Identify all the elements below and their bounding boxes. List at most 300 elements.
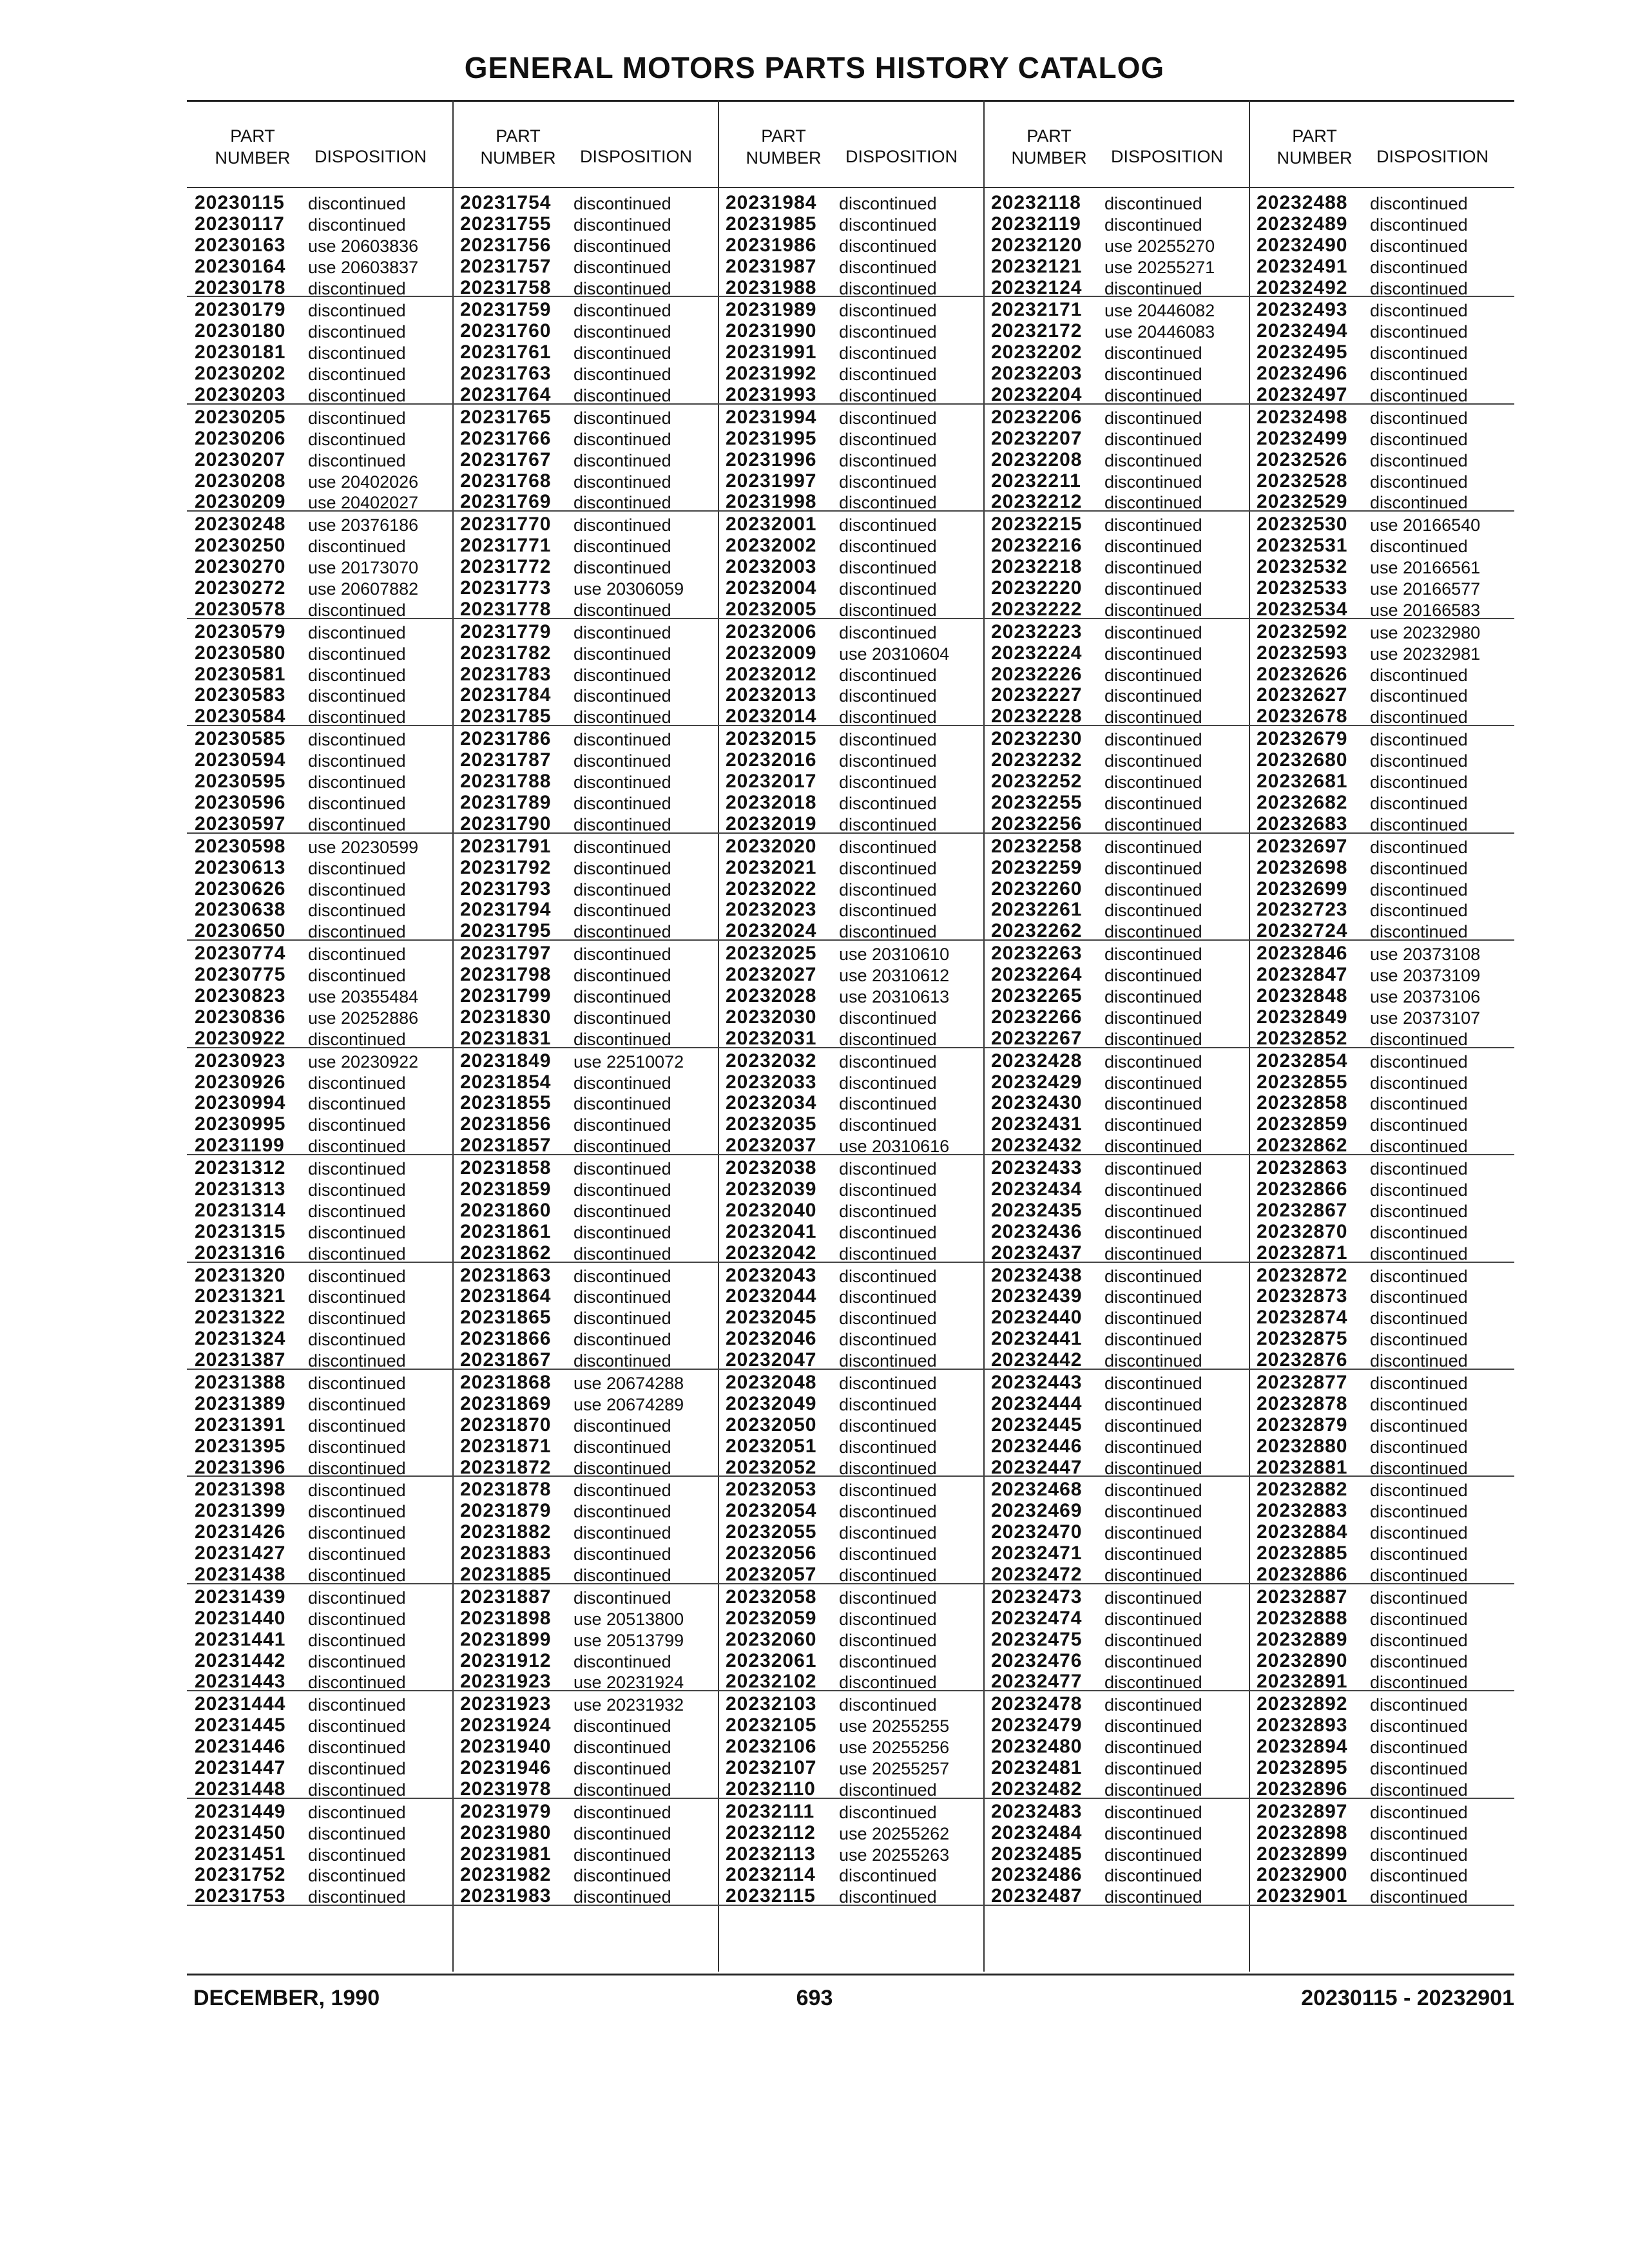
table-row bbox=[718, 405, 983, 426]
table-row bbox=[187, 233, 452, 254]
table-row bbox=[718, 662, 983, 683]
table-row bbox=[983, 1455, 1249, 1477]
part-number: 20232882 bbox=[1257, 1479, 1348, 1501]
table-row bbox=[1249, 790, 1514, 811]
part-number: 20231793 bbox=[460, 878, 552, 899]
table-row bbox=[718, 1648, 983, 1669]
table-row bbox=[187, 704, 452, 726]
table-row bbox=[718, 1776, 983, 1799]
table-row bbox=[983, 1070, 1249, 1091]
part-number: 20232050 bbox=[726, 1414, 817, 1436]
part-number: 20232900 bbox=[1257, 1864, 1348, 1886]
table-row bbox=[187, 254, 452, 275]
part-number: 20232482 bbox=[991, 1778, 1083, 1800]
part-number: 20232627 bbox=[1257, 684, 1348, 706]
table-row bbox=[1249, 1883, 1514, 1906]
table-row bbox=[1249, 918, 1514, 941]
disposition: discontinued bbox=[1370, 1544, 1468, 1564]
table-row bbox=[187, 1541, 452, 1562]
part-number: 20232032 bbox=[726, 1050, 817, 1072]
table-row bbox=[452, 1326, 718, 1350]
table-row bbox=[983, 1498, 1249, 1522]
part-number: 20231799 bbox=[460, 985, 552, 1006]
table-row bbox=[718, 211, 983, 233]
table-row bbox=[718, 1691, 983, 1713]
disposition: discontinued bbox=[839, 558, 937, 578]
disposition: discontinued bbox=[1370, 1094, 1468, 1114]
parts-column-4 bbox=[983, 190, 1249, 1906]
disposition: discontinued bbox=[308, 386, 406, 406]
disposition: discontinued bbox=[1104, 858, 1202, 878]
part-number: 20232227 bbox=[991, 684, 1083, 706]
part-number: 20232847 bbox=[1257, 964, 1348, 986]
table-row bbox=[983, 1627, 1249, 1648]
disposition: discontinued bbox=[1370, 1052, 1468, 1072]
disposition: discontinued bbox=[1104, 1866, 1202, 1886]
part-number: 20232428 bbox=[991, 1050, 1083, 1072]
part-number: 20232489 bbox=[1257, 213, 1348, 235]
disposition: discontinued bbox=[574, 429, 671, 449]
part-number: 20232481 bbox=[991, 1757, 1083, 1779]
table-row bbox=[1249, 1841, 1514, 1863]
table-row bbox=[187, 554, 452, 578]
part-number: 20231441 bbox=[195, 1628, 286, 1650]
part-number: 20232264 bbox=[991, 964, 1083, 986]
disposition: discontinued bbox=[839, 1373, 937, 1393]
part-number: 20232258 bbox=[991, 835, 1083, 857]
part-number: 20231449 bbox=[195, 1800, 286, 1822]
disposition: discontinued bbox=[574, 472, 671, 492]
disposition: discontinued bbox=[1104, 686, 1202, 706]
disposition: discontinued bbox=[1104, 1287, 1202, 1307]
disposition: discontinued bbox=[839, 879, 937, 899]
table-row bbox=[1249, 318, 1514, 340]
part-number: 20231446 bbox=[195, 1736, 286, 1758]
part-number: 20232060 bbox=[726, 1628, 817, 1650]
table-row bbox=[718, 855, 983, 876]
disposition: discontinued bbox=[574, 814, 671, 834]
parts-column-1 bbox=[187, 190, 452, 1906]
part-number: 20232490 bbox=[1257, 234, 1348, 256]
disposition: discontinued bbox=[1370, 1180, 1468, 1200]
table-row bbox=[1249, 405, 1514, 426]
table-row bbox=[1249, 340, 1514, 361]
table-row bbox=[187, 575, 452, 597]
disposition: discontinued bbox=[839, 1780, 937, 1800]
table-row bbox=[718, 1111, 983, 1133]
disposition: discontinued bbox=[1370, 537, 1468, 557]
disposition: discontinued bbox=[574, 1802, 671, 1822]
disposition: discontinued bbox=[1104, 1887, 1202, 1907]
disposition: discontinued bbox=[308, 1523, 406, 1543]
part-number: 20231763 bbox=[460, 363, 552, 385]
disposition: discontinued bbox=[1370, 793, 1468, 813]
disposition: discontinued bbox=[308, 600, 406, 620]
table-row bbox=[452, 1584, 718, 1606]
disposition: discontinued bbox=[1370, 1651, 1468, 1671]
table-row bbox=[452, 1219, 718, 1240]
disposition: discontinued bbox=[574, 1780, 671, 1800]
part-number: 20231984 bbox=[726, 192, 817, 213]
disposition: discontinued bbox=[1370, 1073, 1468, 1093]
table-row bbox=[187, 619, 452, 640]
part-number-header: PART NUMBER bbox=[215, 126, 291, 168]
disposition: discontinued bbox=[1370, 236, 1468, 256]
table-row bbox=[983, 640, 1249, 662]
table-row bbox=[1249, 1713, 1514, 1734]
part-number: 20231885 bbox=[460, 1564, 552, 1585]
disposition: discontinued bbox=[1104, 644, 1202, 664]
part-number: 20231321 bbox=[195, 1285, 286, 1307]
table-row bbox=[452, 1048, 718, 1070]
table-row bbox=[718, 575, 983, 597]
part-number: 20230179 bbox=[195, 299, 286, 321]
disposition: discontinued bbox=[1104, 966, 1202, 986]
disposition: discontinued bbox=[839, 901, 937, 921]
part-number: 20231313 bbox=[195, 1178, 286, 1200]
disposition: use 20310612 bbox=[839, 966, 950, 986]
part-number: 20231314 bbox=[195, 1199, 286, 1221]
table-row bbox=[983, 318, 1249, 340]
part-number: 20232474 bbox=[991, 1607, 1083, 1629]
part-number: 20232479 bbox=[991, 1715, 1083, 1736]
table-row bbox=[452, 1883, 718, 1906]
disposition: discontinued bbox=[574, 1287, 671, 1307]
disposition: discontinued bbox=[308, 1115, 406, 1135]
table-row bbox=[983, 447, 1249, 468]
disposition: discontinued bbox=[839, 215, 937, 235]
part-number: 20231797 bbox=[460, 943, 552, 965]
disposition: discontinued bbox=[1104, 793, 1202, 813]
disposition: use 20373107 bbox=[1370, 1008, 1481, 1028]
part-number: 20231991 bbox=[726, 341, 817, 363]
part-number: 20232265 bbox=[991, 985, 1083, 1006]
disposition: discontinued bbox=[1370, 1115, 1468, 1135]
part-number: 20232473 bbox=[991, 1586, 1083, 1608]
table-row bbox=[187, 1155, 452, 1177]
disposition-header: DISPOSITION bbox=[314, 147, 427, 166]
disposition: use 20166583 bbox=[1370, 600, 1481, 620]
table-row bbox=[187, 1026, 452, 1048]
part-number: 20232862 bbox=[1257, 1135, 1348, 1157]
part-number: 20232863 bbox=[1257, 1157, 1348, 1179]
table-row bbox=[718, 704, 983, 726]
disposition: discontinued bbox=[1370, 1802, 1468, 1822]
table-row bbox=[983, 1799, 1249, 1820]
table-row bbox=[187, 489, 452, 512]
part-number: 20232894 bbox=[1257, 1736, 1348, 1758]
table-row bbox=[452, 426, 718, 447]
table-row bbox=[452, 340, 718, 361]
part-number: 20232872 bbox=[1257, 1264, 1348, 1286]
disposition: discontinued bbox=[574, 1094, 671, 1114]
disposition: discontinued bbox=[839, 686, 937, 706]
part-number: 20230775 bbox=[195, 964, 286, 986]
table-row bbox=[1249, 897, 1514, 921]
table-row bbox=[187, 855, 452, 876]
table-row bbox=[983, 876, 1249, 898]
part-number: 20231755 bbox=[460, 213, 552, 235]
table-row bbox=[983, 211, 1249, 233]
disposition: discontinued bbox=[1370, 1416, 1468, 1436]
table-row bbox=[187, 1669, 452, 1691]
part-number: 20232002 bbox=[726, 535, 817, 557]
part-number: 20230581 bbox=[195, 663, 286, 685]
disposition: discontinued bbox=[574, 1437, 671, 1457]
part-number: 20232867 bbox=[1257, 1199, 1348, 1221]
table-row bbox=[452, 682, 718, 704]
disposition: discontinued bbox=[574, 1073, 671, 1093]
part-number: 20232483 bbox=[991, 1800, 1083, 1822]
disposition: discontinued bbox=[839, 1309, 937, 1329]
table-row bbox=[718, 233, 983, 254]
part-number: 20232171 bbox=[991, 299, 1083, 321]
part-number: 20232470 bbox=[991, 1521, 1083, 1543]
part-number: 20232114 bbox=[726, 1864, 816, 1886]
table-row bbox=[1249, 619, 1514, 640]
disposition: discontinued bbox=[308, 1588, 406, 1608]
table-row bbox=[983, 1648, 1249, 1669]
table-row bbox=[718, 1799, 983, 1820]
disposition: discontinued bbox=[1104, 1780, 1202, 1800]
part-number: 20232023 bbox=[726, 899, 817, 921]
table-row bbox=[718, 554, 983, 578]
table-row bbox=[187, 512, 452, 533]
part-number: 20230594 bbox=[195, 749, 286, 771]
disposition: discontinued bbox=[308, 966, 406, 986]
disposition: discontinued bbox=[839, 1673, 937, 1693]
table-row bbox=[187, 1111, 452, 1133]
disposition: discontinued bbox=[1370, 1287, 1468, 1307]
disposition: discontinued bbox=[1370, 408, 1468, 428]
part-number: 20232031 bbox=[726, 1027, 817, 1049]
disposition: discontinued bbox=[308, 1887, 406, 1907]
disposition: discontinued bbox=[839, 1866, 937, 1886]
part-number: 20231771 bbox=[460, 535, 552, 557]
part-number: 20231427 bbox=[195, 1542, 286, 1564]
table-row bbox=[983, 468, 1249, 490]
table-row bbox=[452, 1799, 718, 1820]
disposition: discontinued bbox=[1104, 879, 1202, 899]
part-number: 20232873 bbox=[1257, 1285, 1348, 1307]
part-number: 20231758 bbox=[460, 276, 552, 298]
disposition: use 20255257 bbox=[839, 1759, 950, 1779]
table-row bbox=[1249, 1776, 1514, 1799]
disposition: discontinued bbox=[574, 1738, 671, 1758]
disposition: discontinued bbox=[1370, 322, 1468, 342]
part-number: 20232049 bbox=[726, 1392, 817, 1414]
part-number: 20232681 bbox=[1257, 771, 1348, 793]
table-row bbox=[452, 1691, 718, 1713]
disposition: discontinued bbox=[839, 194, 937, 213]
table-row bbox=[452, 489, 718, 512]
disposition: discontinued bbox=[1104, 622, 1202, 642]
table-row bbox=[452, 1434, 718, 1455]
part-number: 20232492 bbox=[1257, 276, 1348, 298]
table-row bbox=[983, 1263, 1249, 1284]
disposition: discontinued bbox=[1104, 773, 1202, 793]
table-row bbox=[983, 1240, 1249, 1263]
table-row bbox=[1249, 1477, 1514, 1501]
part-number: 20232018 bbox=[726, 791, 817, 813]
part-number: 20231860 bbox=[460, 1199, 552, 1221]
part-number-header: PART NUMBER bbox=[1011, 126, 1087, 168]
part-number: 20231387 bbox=[195, 1349, 286, 1371]
disposition: discontinued bbox=[1104, 1351, 1202, 1371]
part-number: 20231795 bbox=[460, 920, 552, 942]
part-number: 20232025 bbox=[726, 943, 817, 965]
part-number: 20232208 bbox=[991, 448, 1083, 470]
table-row bbox=[1249, 1541, 1514, 1562]
footer-range: 20230115 - 20232901 bbox=[1301, 1986, 1514, 2010]
part-number: 20231788 bbox=[460, 771, 552, 793]
disposition: discontinued bbox=[1370, 1201, 1468, 1221]
part-number: 20232204 bbox=[991, 384, 1083, 406]
part-number: 20232432 bbox=[991, 1135, 1083, 1157]
disposition: discontinued bbox=[1104, 600, 1202, 620]
part-number: 20232436 bbox=[991, 1220, 1083, 1242]
table-row bbox=[187, 468, 452, 490]
disposition: discontinued bbox=[1370, 814, 1468, 834]
table-row bbox=[1249, 447, 1514, 468]
disposition: discontinued bbox=[1104, 1437, 1202, 1457]
table-row bbox=[983, 1841, 1249, 1863]
part-number: 20230248 bbox=[195, 514, 286, 535]
disposition: discontinued bbox=[1370, 1759, 1468, 1779]
disposition: discontinued bbox=[574, 1159, 671, 1179]
table-row bbox=[1249, 1606, 1514, 1627]
part-number: 20231396 bbox=[195, 1456, 286, 1478]
part-number: 20231867 bbox=[460, 1349, 552, 1371]
disposition: discontinued bbox=[1370, 1458, 1468, 1478]
part-number: 20231315 bbox=[195, 1220, 286, 1242]
table-row bbox=[187, 361, 452, 385]
part-number: 20231997 bbox=[726, 470, 817, 492]
part-number: 20231856 bbox=[460, 1113, 552, 1135]
part-number: 20231859 bbox=[460, 1178, 552, 1200]
table-row bbox=[452, 1755, 718, 1779]
part-number: 20232048 bbox=[726, 1371, 817, 1393]
part-number: 20232053 bbox=[726, 1479, 817, 1501]
disposition: discontinued bbox=[1104, 1523, 1202, 1543]
parts-column-5 bbox=[1249, 190, 1514, 1906]
table-row bbox=[1249, 1755, 1514, 1779]
part-number: 20232021 bbox=[726, 856, 817, 878]
disposition: discontinued bbox=[308, 1502, 406, 1522]
table-row bbox=[983, 1198, 1249, 1219]
table-row bbox=[1249, 1862, 1514, 1886]
table-row bbox=[983, 1755, 1249, 1779]
disposition: discontinued bbox=[1370, 429, 1468, 449]
disposition: use 20166577 bbox=[1370, 579, 1481, 599]
table-row bbox=[187, 682, 452, 704]
part-number: 20232107 bbox=[726, 1757, 817, 1779]
part-number: 20231989 bbox=[726, 299, 817, 321]
part-number: 20232003 bbox=[726, 556, 817, 578]
disposition: discontinued bbox=[574, 922, 671, 942]
part-number: 20232034 bbox=[726, 1092, 817, 1114]
disposition: discontinued bbox=[308, 922, 406, 942]
table-row bbox=[718, 1370, 983, 1391]
table-row bbox=[983, 1111, 1249, 1133]
table-row bbox=[187, 790, 452, 811]
disposition: discontinued bbox=[1104, 558, 1202, 578]
table-row bbox=[983, 1606, 1249, 1627]
disposition: discontinued bbox=[574, 1502, 671, 1522]
part-number: 20231447 bbox=[195, 1757, 286, 1779]
part-number: 20232439 bbox=[991, 1285, 1083, 1307]
table-row bbox=[452, 1263, 718, 1284]
disposition: discontinued bbox=[1370, 1502, 1468, 1522]
disposition: discontinued bbox=[574, 1544, 671, 1564]
part-number: 20230203 bbox=[195, 384, 286, 406]
disposition: discontinued bbox=[574, 386, 671, 406]
table-row bbox=[452, 834, 718, 855]
table-row bbox=[983, 1004, 1249, 1026]
part-number: 20232218 bbox=[991, 556, 1083, 578]
table-row bbox=[983, 1133, 1249, 1155]
table-row bbox=[1249, 726, 1514, 750]
part-number: 20232499 bbox=[1257, 427, 1348, 449]
table-row bbox=[452, 1155, 718, 1177]
disposition: discontinued bbox=[1104, 1073, 1202, 1093]
part-number: 20232471 bbox=[991, 1542, 1083, 1564]
disposition: discontinued bbox=[1104, 1008, 1202, 1028]
table-row bbox=[718, 382, 983, 405]
part-number: 20230823 bbox=[195, 985, 286, 1006]
table-row bbox=[187, 1713, 452, 1734]
part-number: 20230836 bbox=[195, 1006, 286, 1028]
disposition: discontinued bbox=[1370, 343, 1468, 363]
part-number: 20230595 bbox=[195, 771, 286, 793]
disposition: discontinued bbox=[1104, 386, 1202, 406]
disposition: discontinued bbox=[839, 1458, 937, 1478]
part-number: 20232047 bbox=[726, 1349, 817, 1371]
part-number: 20231439 bbox=[195, 1586, 286, 1608]
part-number: 20231946 bbox=[460, 1757, 552, 1779]
part-number: 20230638 bbox=[195, 899, 286, 921]
footer-rule bbox=[187, 1974, 1514, 1975]
table-row bbox=[452, 1477, 718, 1501]
table-row bbox=[983, 575, 1249, 597]
part-number: 20231199 bbox=[195, 1135, 285, 1157]
disposition: discontinued bbox=[574, 730, 671, 750]
part-number: 20232852 bbox=[1257, 1027, 1348, 1049]
table-row bbox=[718, 1755, 983, 1779]
disposition: discontinued bbox=[839, 450, 937, 470]
disposition: discontinued bbox=[1104, 194, 1202, 213]
disposition: discontinued bbox=[1104, 922, 1202, 942]
disposition: discontinued bbox=[308, 1351, 406, 1371]
part-number: 20231772 bbox=[460, 556, 552, 578]
table-row bbox=[983, 1776, 1249, 1799]
disposition: discontinued bbox=[839, 301, 937, 321]
part-number: 20232009 bbox=[726, 642, 817, 664]
column-headers bbox=[187, 103, 1514, 190]
disposition: discontinued bbox=[574, 301, 671, 321]
disposition: discontinued bbox=[574, 837, 671, 857]
table-row bbox=[1249, 1048, 1514, 1070]
table-row bbox=[1249, 1305, 1514, 1329]
part-number: 20232897 bbox=[1257, 1800, 1348, 1822]
part-number: 20231870 bbox=[460, 1414, 552, 1436]
disposition: use 20231924 bbox=[574, 1673, 684, 1693]
part-number: 20231923 bbox=[460, 1693, 552, 1715]
disposition: discontinued bbox=[1104, 408, 1202, 428]
part-number: 20231790 bbox=[460, 812, 552, 834]
part-number: 20231978 bbox=[460, 1778, 552, 1800]
part-number-header: PART NUMBER bbox=[1277, 126, 1353, 168]
